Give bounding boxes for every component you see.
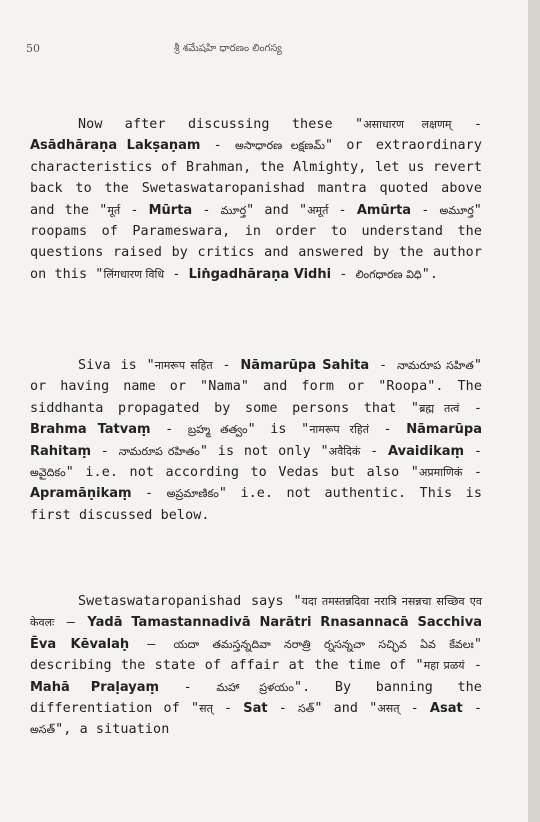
devanagari-term: मूर्त: [107, 203, 121, 217]
devanagari-term: यदा तमस्तन्नदिवा नरात्रि नसन्नचा सच्छिव एव केवलः: [30, 595, 482, 630]
telugu-term: అసాధారణ లక్షణమ్: [235, 139, 326, 153]
devanagari-term: नामरूप सहित: [154, 359, 213, 372]
transliteration-term: Sat: [243, 701, 268, 717]
telugu-term: లింగధారణ విధి: [355, 267, 422, 281]
paragraph-1: Now after discussing these "असाधारण लक्षणम् - Asādhāraṇa Lakṣaṇam - అసాధారణ లక్షణమ్" or extraordinary characteristics of Brahman, the Almighty, let us revert back to the Swetaswataropanishad mantra quoted above and the "मूर्त - Mūrta - మూర్త" and "अमूर्त - Amūrta - అమూర్త" roopams of Parameswara, in order to understand the questions raised by critics and answered by the author on this "लिंगधारण विधि - Liṅgadhāraṇa Vidhi - లింగధారణ విధి".: [30, 117, 482, 282]
devanagari-term: असत्: [377, 702, 400, 716]
telugu-term: యదా తమస్తన్నదివా నరాత్రి ర్నసన్నచా సచ్ఛివ ఏవ కేవలః: [173, 637, 474, 651]
transliteration-term: Brahma Tatvaṃ: [30, 422, 151, 438]
transliteration-term: Nāmarūpa Sahita: [240, 358, 370, 373]
telugu-term: బ్రహ్మ తత్వం: [187, 423, 248, 437]
transliteration-term: Avaidikaṃ: [388, 443, 465, 459]
devanagari-term: ब्रह्म तत्वं: [419, 401, 460, 415]
telugu-term: మూర్త: [220, 203, 247, 217]
transliteration-term: Mahā Praḷayaṃ: [30, 679, 160, 695]
devanagari-term: महा प्रळयं: [423, 659, 465, 673]
running-title: శ్రీ శమేషహి ధారణం లింగస్య: [174, 43, 282, 54]
devanagari-term: असाधारण लक्षणम्: [363, 118, 452, 131]
devanagari-term: लिंगधारण विधि: [103, 267, 165, 281]
devanagari-term: सत्: [199, 702, 213, 716]
telugu-term: అమూర్త: [439, 203, 474, 217]
telugu-term: మహా ప్రళయం: [216, 680, 294, 694]
transliteration-term: Asādhāraṇa Lakṣaṇam: [30, 138, 201, 154]
page-edge: [528, 0, 540, 822]
devanagari-term: नामरूप रहितं: [309, 423, 369, 437]
telugu-term: నామరూప రహితం: [118, 444, 200, 458]
telugu-term: నామరూప సహిత: [396, 359, 474, 372]
page-number: 50: [26, 42, 40, 55]
devanagari-term: अमूर्त: [307, 203, 329, 217]
telugu-term: సత్: [298, 702, 315, 716]
telugu-term: అసత్: [30, 723, 56, 737]
transliteration-term: Yadā Tamastannadivā Narātri Rnasannacā Sacchiva Ēva Kēvalaḥ: [30, 615, 482, 652]
transliteration-term: Amūrta: [356, 202, 412, 218]
transliteration-term: Mūrta: [148, 202, 193, 218]
transliteration-term: Apramāṇikaṃ: [30, 486, 132, 502]
paragraph-2: Siva is "नामरूप सहित - Nāmarūpa Sahita - నామరూప సహిత" or having name or "Nama" and form or "Roopa". The siddhanta propagated by some persons that "ब्रह्म तत्वं - Brahma Tatvaṃ - బ్రహ్మ తత్వం" is "नामरूप रहितं - Nāmarūpa Rahitaṃ - నామరూప రహితం" is not only "अवैदिकं - Avaidikaṃ - అవైదికం" i.e. not according to Vedas but also "अप्रमाणिकं - Apramāṇikaṃ - అప్రమాణికం" i.e. not authentic. This is first discussed below.: [30, 358, 483, 523]
transliteration-term: Liṅgadhāraṇa Vidhi: [188, 266, 332, 282]
devanagari-term: अवैदिकं: [328, 444, 361, 458]
transliteration-term: Asat: [429, 701, 463, 717]
paragraph-3: Swetaswataropanishad says "यदा तमस्तन्नदिवा नरात्रि नसन्नचा सच्छिव एव केवलः – Yadā Tamastannadivā Narātri Rnasannacā Sacchiva Ēva Kēvalaḥ – యదా తమస్తన్నదివా నరాత్రి ర్నసన్నచా సచ్ఛివ ఏవ కేవలః" describing the state of affair at the time of "महा प्रळयं - Mahā Praḷayaṃ - మహా ప్రళయం". By banning the differentiation of "सत् - Sat - సత్" and "असत् - Asat - అసత్", a situation: [30, 594, 483, 738]
telugu-term: అప్రమాణికం: [166, 487, 219, 501]
telugu-term: అవైదికం: [30, 466, 66, 480]
transliteration-term: Nāmarūpa Rahitaṃ: [30, 422, 482, 459]
devanagari-term: अप्रमाणिकं: [418, 466, 463, 480]
